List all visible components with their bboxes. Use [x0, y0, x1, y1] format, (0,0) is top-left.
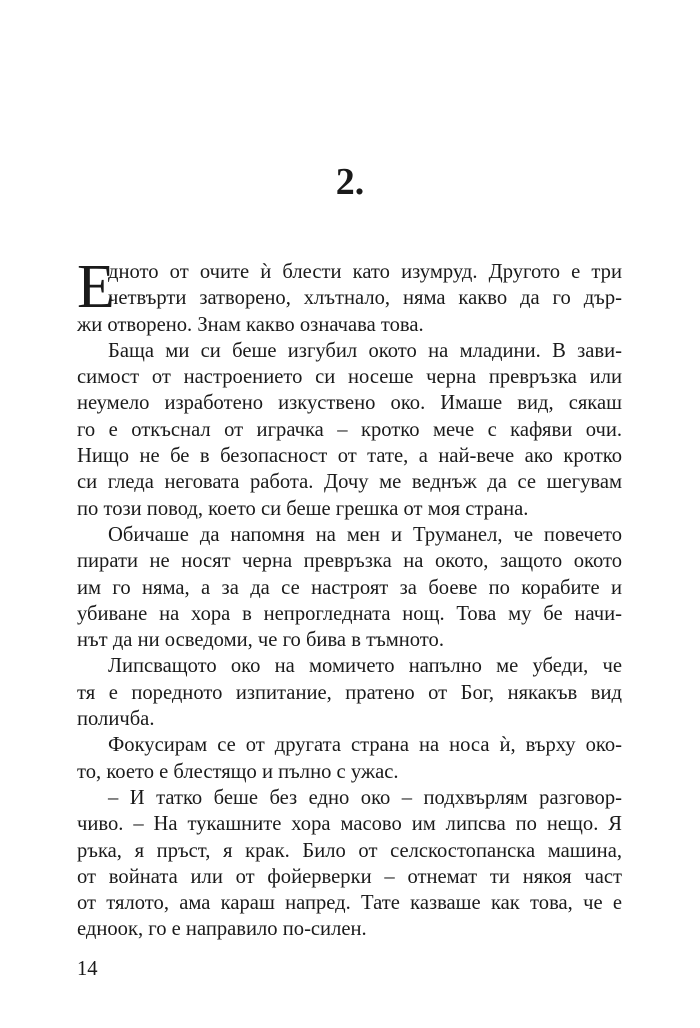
text-line: нът да ни осведоми, че го бива в тъмното. — [77, 629, 444, 652]
text-line: четвърти затворено, хлътнало, няма какво да го дър- — [108, 287, 622, 310]
text-line: го е откъснал от играчка – кротко мече с кафяви очи. — [77, 418, 622, 441]
text-line: то, което е блестящо и пълно с ужас. — [77, 760, 399, 783]
text-line: дното от очите ѝ блести като изумруд. Другото е три — [108, 261, 622, 283]
text-line: – И татко беше без едно око – подхвърлям разговор- — [108, 786, 622, 809]
text-line: Липсващото око на момичето напълно ме убеди, че — [108, 655, 622, 678]
text-line: поличба. — [77, 708, 155, 731]
chapter-heading: 2. — [335, 161, 365, 203]
text-line: Нищо не бе в безопасност от тате, а най-вече ако кротко — [77, 445, 622, 468]
text-line: им го няма, а за да се настроят за боеве по корабите и — [77, 576, 622, 599]
text-line: тя е поредното изпитание, пратено от Бог, някакъв вид — [77, 681, 622, 704]
body-text — [77, 253, 622, 943]
text-line: от войната или от фойерверки – отнемат ти някоя част — [77, 865, 622, 888]
page-number: 14 — [77, 958, 98, 980]
text-line: неумело изработено изкуствено око. Имаше вид, сякаш — [77, 392, 622, 415]
text-line: по този повод, което си беше грешка от моя страна. — [77, 497, 529, 520]
drop-cap-letter: Е — [77, 253, 115, 321]
text-line: Баща ми си беше изгубил окото на младини. В зави- — [108, 339, 622, 362]
text-line: от тялото, ама караш напред. Тате казваше как това, че е — [77, 892, 622, 915]
text-line: Фокусирам се от другата страна на носа ѝ, върху око- — [108, 734, 622, 757]
text-line: симост от настроението си носеше черна превръзка или — [77, 366, 622, 389]
text-line: си гледа неговата работа. Дочу ме веднъж да се шегувам — [77, 471, 622, 494]
text-line: убиване на хора в непрогледната нощ. Това му бе начи- — [77, 602, 622, 625]
text-line: жи отворено. Знам какво означава това. — [77, 313, 424, 336]
text-line: чиво. – На тукашните хора масово им липсва по нещо. Я — [77, 813, 622, 836]
text-line: ръка, я пръст, я крак. Било от селскостопанска машина, — [77, 839, 622, 862]
text-line: Обичаше да напомня на мен и Труманел, че повечето — [108, 523, 622, 546]
text-line: едноок, го е направило по-силен. — [77, 918, 367, 941]
text-line: пирати не носят черна превръзка на окото, защото окото — [77, 550, 622, 573]
